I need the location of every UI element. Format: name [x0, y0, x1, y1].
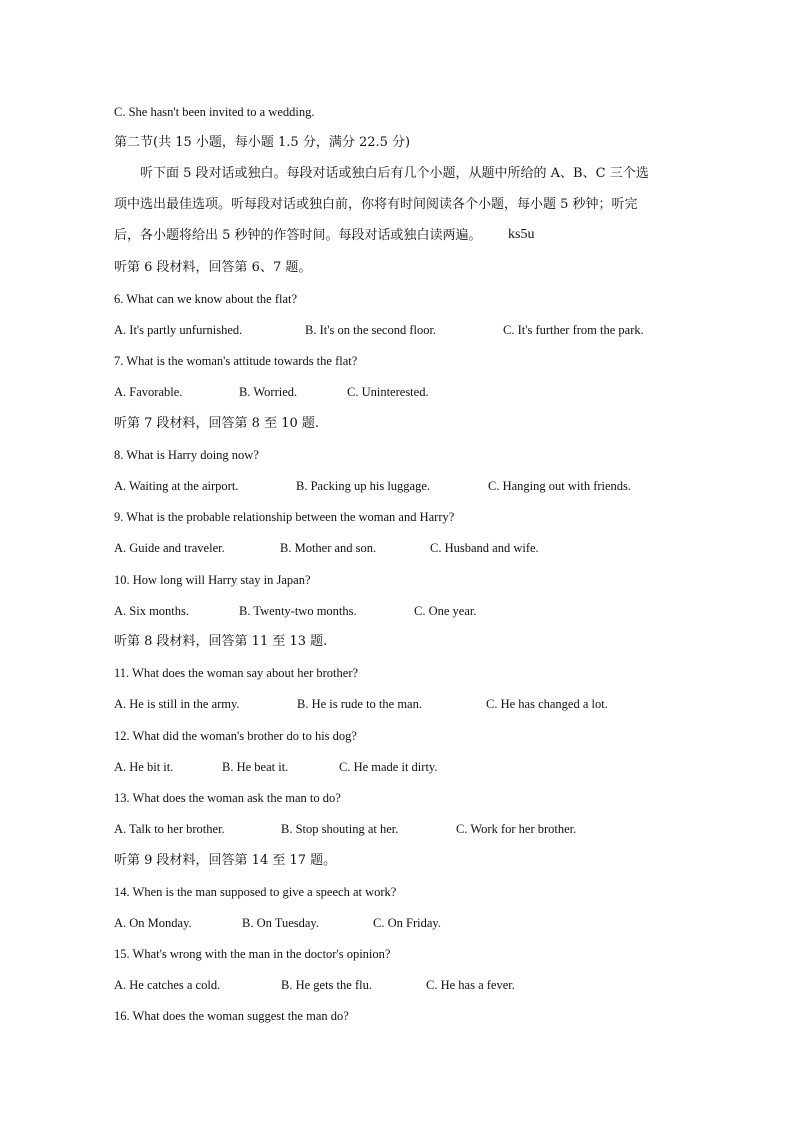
question-text: 12. What did the woman's brother do to his dog? [114, 729, 357, 743]
option-a: A. He is still in the army. [114, 697, 240, 711]
option-b: B. Worried. [239, 385, 298, 399]
instruction-line-1: 听下面 5 段对话或独白。每段对话或独白后有几个小题，从题中所给的 A、B、C 三个选 [140, 166, 649, 181]
section-title: 第二节(共 15 小题，每小题 1.5 分，满分 22.5 分) [114, 135, 411, 150]
option-c: C. Hanging out with friends. [488, 479, 632, 493]
option-c: C. Husband and wife. [430, 541, 539, 555]
option-a: A. Six months. [114, 604, 190, 618]
option-a: A. Favorable. [114, 385, 183, 399]
option-c: C. Work for her brother. [456, 822, 577, 836]
option-c: C. He made it dirty. [339, 760, 438, 774]
question-text: 14. When is the man supposed to give a speech at work? [114, 885, 397, 899]
question-text: 10. How long will Harry stay in Japan? [114, 573, 311, 587]
option-c: C. It's further from the park. [503, 323, 644, 337]
block-heading: 听第 6 段材料，回答第 6、7 题。 [114, 260, 312, 275]
option-b: B. On Tuesday. [242, 916, 319, 930]
option-a: A. He bit it. [114, 760, 174, 774]
option-a: A. It's partly unfurnished. [114, 323, 243, 337]
option-a: A. On Monday. [114, 916, 192, 930]
option-a: A. He catches a cold. [114, 978, 221, 992]
instruction-line-3: 后，各小题将给出 5 秒钟的作答时间。每段对话或独白读两遍。 [114, 228, 482, 243]
question-text: 13. What does the woman ask the man to do? [114, 791, 341, 805]
option-a: A. Talk to her brother. [114, 822, 225, 836]
instruction-line-2: 项中选出最佳选项。听每段对话或独白前，你将有时间阅读各个小题，每小题 5 秒钟；听完 [114, 197, 638, 212]
option-b: B. It's on the second floor. [305, 323, 437, 337]
question-text: 9. What is the probable relationship between the woman and Harry? [114, 510, 455, 524]
question-text: 16. What does the woman suggest the man do? [114, 1009, 349, 1023]
option-a: A. Waiting at the airport. [114, 479, 239, 493]
question-text: 7. What is the woman's attitude towards the flat? [114, 354, 358, 368]
option-c: C. On Friday. [373, 916, 441, 930]
option-c: C. He has a fever. [426, 978, 515, 992]
option-b: B. He beat it. [222, 760, 289, 774]
option-b: B. He gets the flu. [281, 978, 372, 992]
option-b: B. Packing up his luggage. [296, 479, 431, 493]
question-text: 6. What can we know about the flat? [114, 292, 298, 306]
block-heading: 听第 7 段材料，回答第 8 至 10 题. [114, 416, 320, 431]
option-c: C. He has changed a lot. [486, 697, 608, 711]
question-text: 8. What is Harry doing now? [114, 448, 259, 462]
block-heading: 听第 9 段材料，回答第 14 至 17 题。 [114, 853, 337, 868]
option-b: B. He is rude to the man. [297, 697, 422, 711]
option-b: B. Stop shouting at her. [281, 822, 399, 836]
option-b: B. Twenty-two months. [239, 604, 357, 618]
option-c: C. One year. [414, 604, 477, 618]
question-text: 11. What does the woman say about her brother? [114, 666, 359, 680]
watermark-text: ks5u [508, 227, 535, 242]
question-text: 15. What's wrong with the man in the doctor's opinion? [114, 947, 391, 961]
option-c: C. Uninterested. [347, 385, 429, 399]
option-a: A. Guide and traveler. [114, 541, 225, 555]
block-heading: 听第 8 段材料，回答第 11 至 13 题. [114, 634, 328, 649]
option-b: B. Mother and son. [280, 541, 377, 555]
previous-option-c: C. She hasn't been invited to a wedding. [114, 105, 315, 119]
